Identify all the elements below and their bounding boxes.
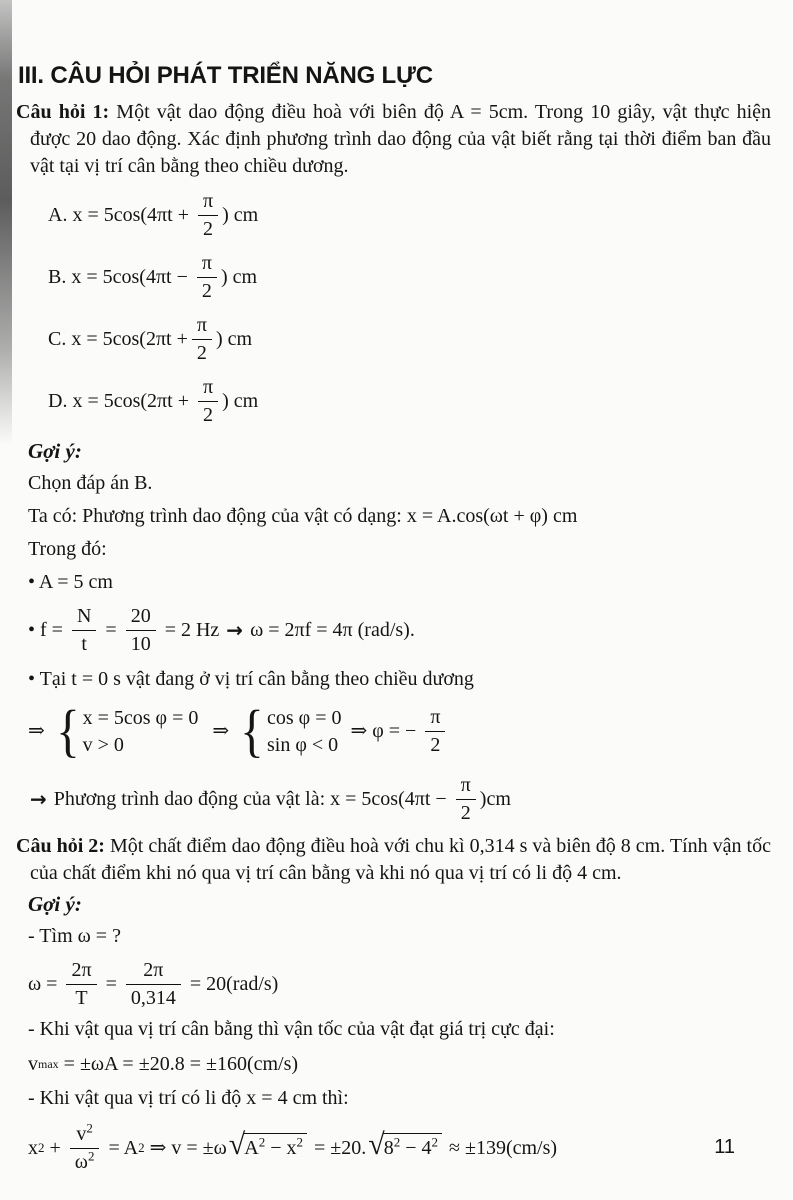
bullet-initial-condition: • Tại t = 0 s vật đang ở vị trí cân bằng theo chiều dương [28, 668, 474, 691]
question-2-text: Một chất điểm dao động điều hoà với chu kì 0,314 s và biên độ 8 cm. Tính vận tốc của chất điểm khi nó qua vị trí cân bằng và khi nó qua vị trí có li độ 4 cm. [30, 835, 771, 885]
section-heading: III. CÂU HỎI PHÁT TRIỂN NĂNG LỰC [18, 62, 433, 89]
option-b: B. x = 5cos(4πt − $\frac{\pi}{2}$ ) cm [48, 251, 258, 302]
bullet-frequency-formula: • f = $\frac{N}{t}$ = $\frac{20}{10}$ = 2 Hz → ω = 2πf = 4π (rad/s). [28, 604, 415, 655]
scan-binding-shadow [0, 0, 12, 445]
hint-label-2: Gợi ý: [28, 892, 82, 917]
lido-statement: - Khi vật qua vị trí có li độ x = 4 cm thì: [28, 1087, 349, 1110]
vtcb-statement: - Khi vật qua vị trí cân bằng thì vận tốc của vật đạt giá trị cực đại: [28, 1018, 555, 1041]
hint-label-1: Gợi ý: [28, 438, 82, 463]
answer-choice: Chọn đáp án B. [28, 472, 153, 495]
answer-options [48, 190, 771, 427]
option-c: C. x = 5cos(2πt + $\frac{\pi}{2}$ ) cm [48, 313, 253, 364]
vmax-formula: v max = ±ωA = ±20.8 = ±160(cm/s) [28, 1053, 299, 1076]
question-2-label: Câu hỏi 2: [16, 835, 105, 858]
solution-equation-form: Ta có: Phương trình dao động của vật có dạng: x = A.cos(ωt + φ) cm [28, 505, 578, 528]
solution-where: Trong đó: [28, 538, 107, 561]
system-of-conditions: ⇒ { x = 5cos φ = 0 v > 0 ⇒ { cos φ = 0 sin φ < 0 ⇒ φ = − $\frac{\pi}{2}$ [28, 701, 771, 761]
bullet-amplitude: • A = 5 cm [28, 571, 113, 594]
find-omega: - Tìm ω = ? [28, 925, 121, 948]
option-a: A. x = 5cos(4πt + $\frac{\pi}{2}$ ) cm [48, 189, 259, 240]
final-velocity-formula: x 2 + $\frac{v^2}{\omega^2}$ = A 2 ⇒ v = ±ω √ $A^2 - x^2$ = ±20. √ $8^2 - 4^2$ ≈ ±139(cm/s) [28, 1120, 558, 1173]
option-d: D. x = 5cos(2πt + $\frac{\pi}{2}$ ) cm [48, 375, 259, 426]
question-1-text: Một vật dao động điều hoà với biên độ A = 5cm. Trong 10 giây, vật thực hiện được 20 dao động. Xác định phương trình dao động của vật biết rằng tại thời điểm ban đầu vật tại vị trí cân bằng theo chiều dương. [30, 100, 772, 177]
page-number: 11 [714, 1136, 735, 1158]
question-2 [16, 833, 771, 887]
omega-formula: ω = $\frac{2\pi}{T}$ = $\frac{2\pi}{0,314}$ = 20(rad/s) [28, 958, 279, 1009]
question-1-label: Câu hỏi 1: [16, 100, 110, 123]
question-1 [16, 99, 772, 180]
conclusion-equation: → Phương trình dao động của vật là: x = 5cos(4πt − $\frac{\pi}{2}$ )cm [30, 773, 511, 824]
